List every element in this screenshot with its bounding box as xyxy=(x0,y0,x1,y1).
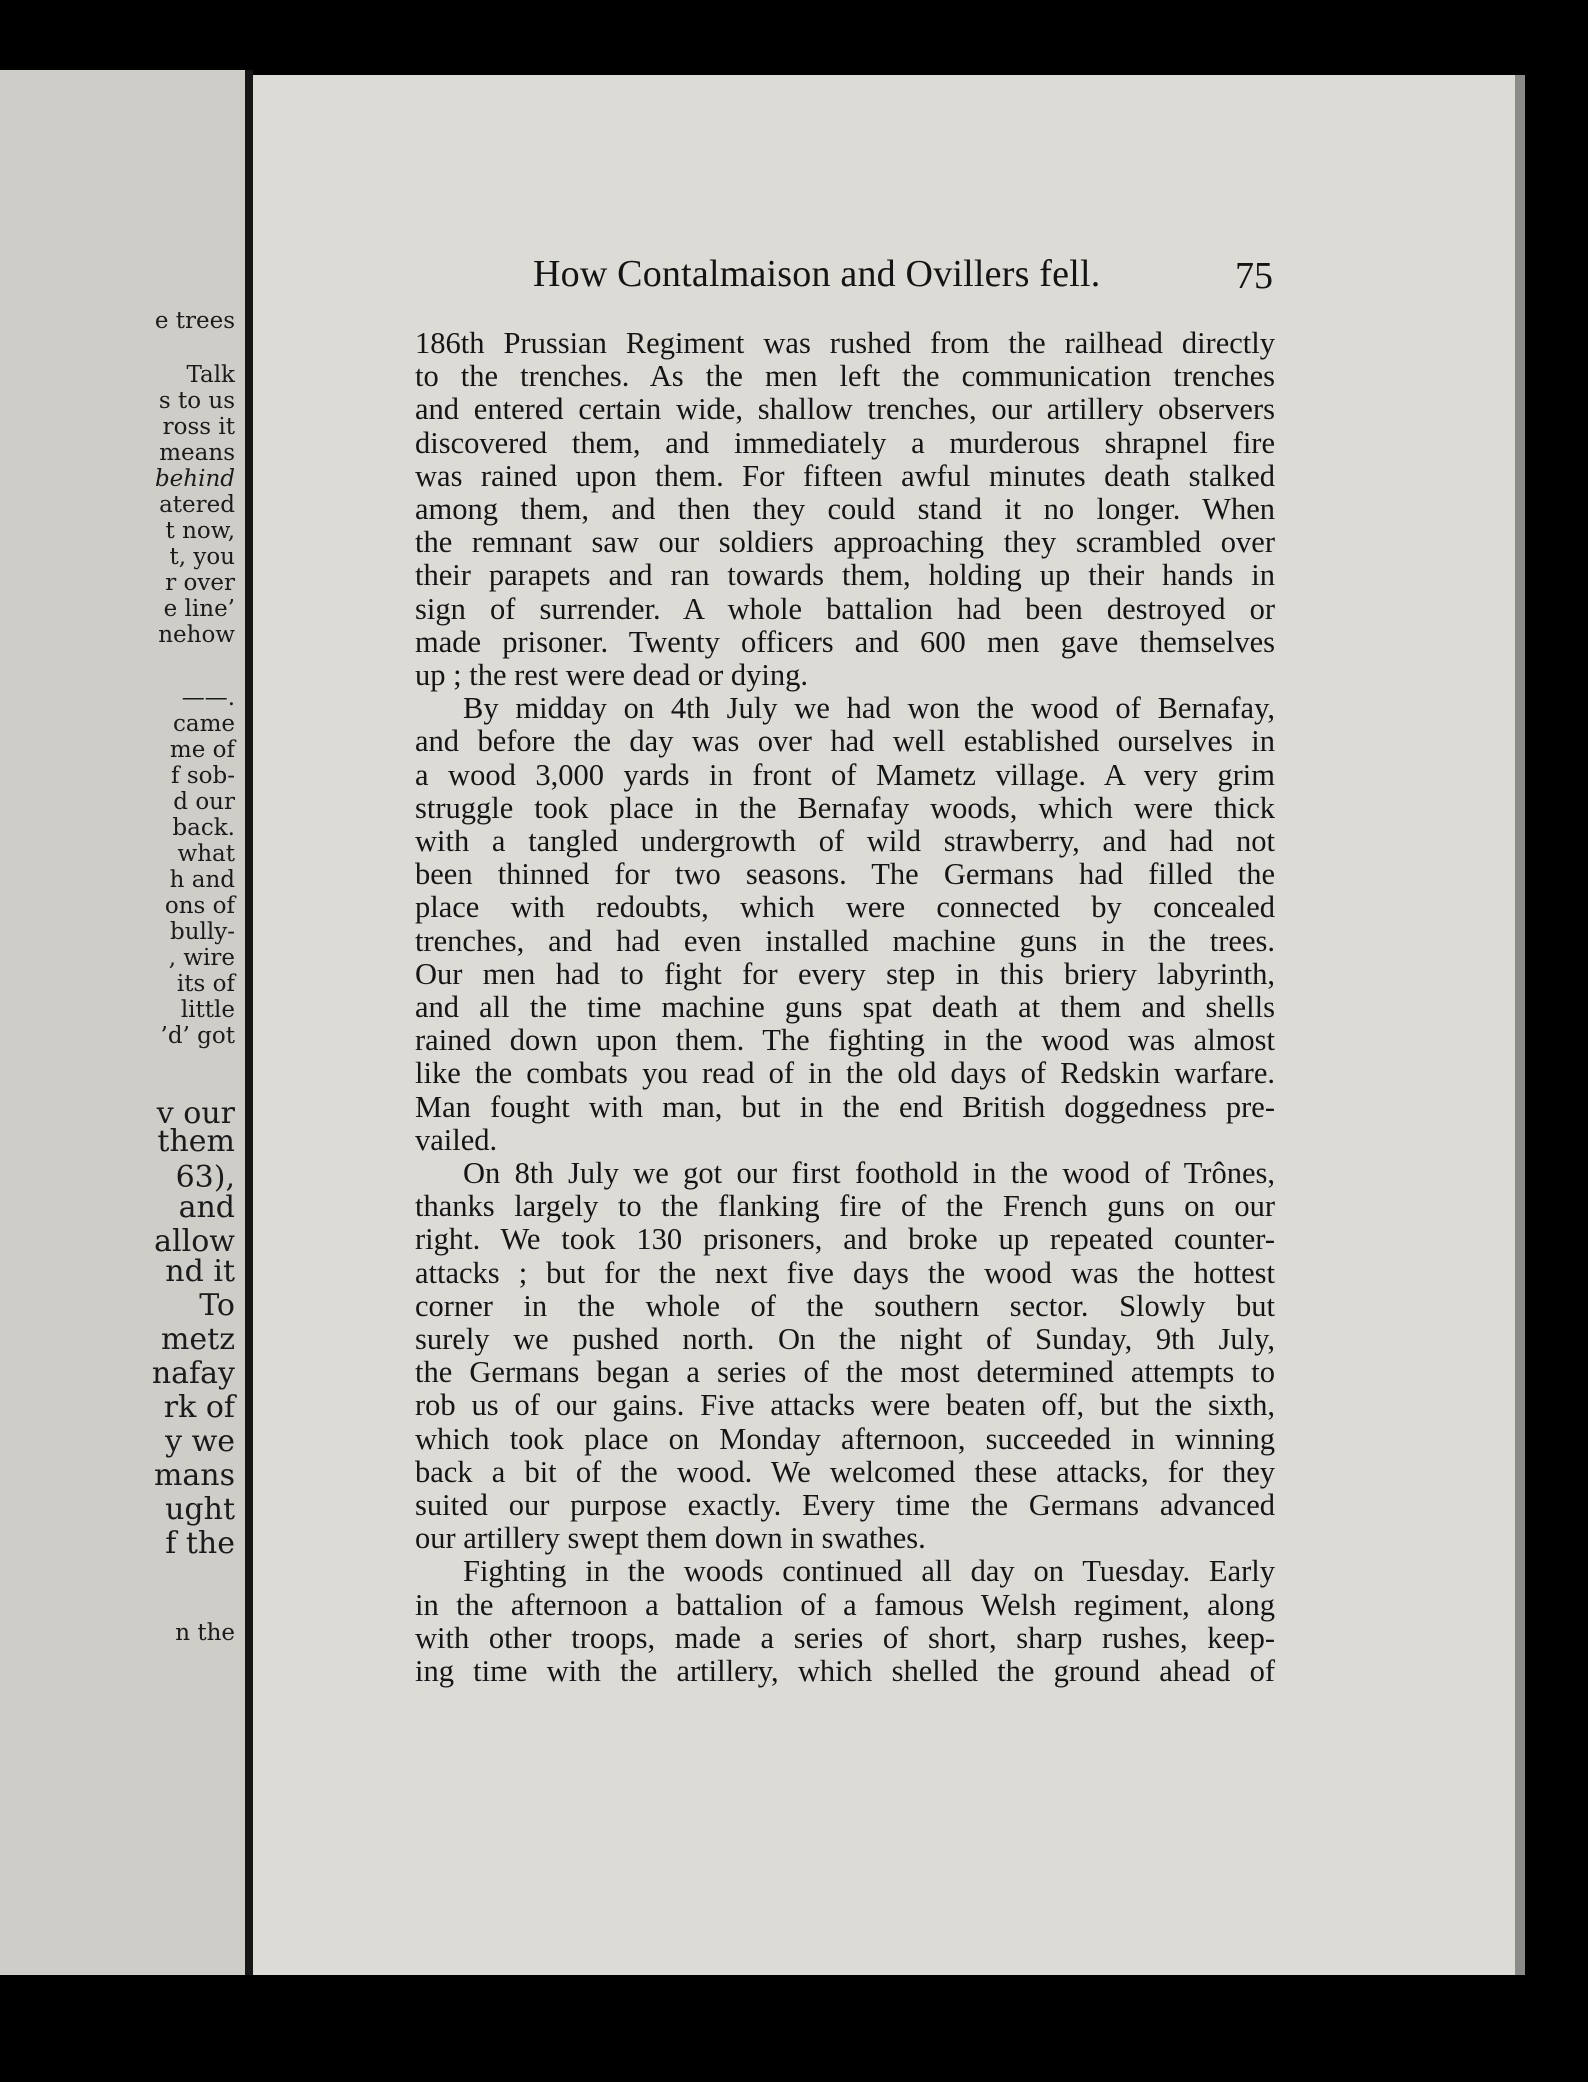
left-fragment-line: back. xyxy=(172,815,235,841)
body-line: with other troops, made a series of short, sharp rushes, keep- xyxy=(415,1620,1275,1655)
body-line: trenches, and had even installed machine guns in the trees. xyxy=(415,923,1275,958)
body-line: like the combats you read of in the old days of Redskin warfare. xyxy=(415,1056,1275,1091)
body-line: attacks ; but for the next five days the wood was the hottest xyxy=(415,1255,1275,1290)
left-fragment-line: y we xyxy=(165,1424,235,1459)
body-line: corner in the whole of the southern sector. Slowly but xyxy=(415,1288,1275,1323)
left-fragment-line: v our xyxy=(156,1096,235,1131)
left-fragment-line: e trees xyxy=(154,308,235,334)
body-line: suited our purpose exactly. Every time the Germans advanced xyxy=(415,1488,1275,1522)
left-fragment-line: atered xyxy=(159,492,235,518)
left-fragment-line: ——. xyxy=(181,685,235,711)
left-fragment-line: me of xyxy=(169,737,235,763)
body-line: By midday on 4th July we had won the wood of Bernafay, xyxy=(463,691,1275,726)
body-line: the Germans began a series of the most determined attempts to xyxy=(415,1355,1275,1390)
body-line: On 8th July we got our first foothold in the wood of Trônes, xyxy=(463,1156,1275,1190)
body-line: place with redoubts, which were connected by concealed xyxy=(415,890,1275,925)
left-fragment-line: and xyxy=(178,1190,235,1225)
body-line: struggle took place in the Bernafay woods, which were thick xyxy=(415,790,1275,825)
body-line: surely we pushed north. On the night of Sunday, 9th July, xyxy=(415,1322,1275,1356)
book-gutter xyxy=(245,70,253,1975)
body-line: ing time with the artillery, which shelled the ground ahead of xyxy=(415,1654,1275,1688)
left-fragment-line: ons of xyxy=(164,893,235,919)
left-page-fragment xyxy=(0,70,245,1975)
left-fragment-line: came xyxy=(172,711,235,737)
left-fragment-line: them xyxy=(157,1124,235,1159)
left-fragment-line: d our xyxy=(173,789,235,815)
body-line: sign of surrender. A whole battalion had been destroyed or xyxy=(415,591,1275,626)
left-fragment-line: ross it xyxy=(162,414,235,440)
left-fragment-line: , wire xyxy=(168,945,235,971)
body-line: to the trenches. As the men left the communication trenches xyxy=(415,359,1275,394)
body-line: and entered certain wide, shallow trenches, our artillery observers xyxy=(415,392,1275,427)
left-fragment-line: metz xyxy=(160,1322,235,1357)
body-line: vailed. xyxy=(415,1122,498,1157)
left-fragment-line: ’d’ got xyxy=(160,1023,235,1049)
left-fragment-line: nehow xyxy=(158,622,235,648)
left-fragment-line: behind xyxy=(154,466,235,492)
body-line: their parapets and ran towards them, holding up their hands in xyxy=(415,558,1275,593)
body-line: with a tangled undergrowth of wild strawberry, and had not xyxy=(415,824,1275,858)
body-line: and before the day was over had well established ourselves in xyxy=(415,724,1275,759)
left-fragment-line: nd it xyxy=(165,1254,235,1289)
left-fragment-line: what xyxy=(177,841,235,867)
body-line: which took place on Monday afternoon, succeeded in winning xyxy=(415,1421,1275,1456)
page-number: 75 xyxy=(1235,255,1273,297)
body-line: among them, and then they could stand it no longer. When xyxy=(415,492,1275,526)
left-fragment-line: ught xyxy=(165,1492,235,1527)
left-fragment-line: s to us xyxy=(158,388,235,414)
body-line: been thinned for two seasons. The Germans had filled the xyxy=(415,857,1275,892)
left-fragment-line: To xyxy=(199,1288,235,1323)
left-fragment-line: t, you xyxy=(169,544,235,570)
left-fragment-line: little xyxy=(180,997,235,1023)
left-fragment-line: f the xyxy=(165,1526,235,1561)
body-line: discovered them, and immediately a murderous shrapnel fire xyxy=(415,425,1275,460)
body-line: rained down upon them. The fighting in the wood was almost xyxy=(415,1023,1275,1058)
left-fragment-line: e line’ xyxy=(163,596,235,622)
body-line: Our men had to fight for every step in this briery labyrinth, xyxy=(415,956,1275,991)
left-fragment-line: nafay xyxy=(151,1356,235,1391)
body-line: Man fought with man, but in the end British doggedness pre- xyxy=(415,1089,1275,1124)
body-line: Fighting in the woods continued all day on Tuesday. Early xyxy=(463,1554,1275,1589)
left-fragment-line: f sob- xyxy=(171,763,235,789)
body-line: rob us of our gains. Five attacks were beaten off, but the sixth, xyxy=(415,1388,1275,1423)
page-edge xyxy=(1515,75,1525,1975)
body-line: back a bit of the wood. We welcomed these attacks, for they xyxy=(415,1454,1275,1489)
left-fragment-line: r over xyxy=(165,570,235,596)
body-line: thanks largely to the flanking fire of the French guns on our xyxy=(415,1189,1275,1224)
running-title: How Contalmaison and Ovillers fell. xyxy=(533,253,1101,295)
body-line: and all the time machine guns spat death at them and shells xyxy=(415,990,1275,1024)
body-line: was rained upon them. For fifteen awful minutes death stalked xyxy=(415,458,1275,493)
left-fragment-line: mans xyxy=(153,1458,235,1493)
left-fragment-line: allow xyxy=(154,1224,235,1259)
left-fragment-line: its of xyxy=(176,971,235,997)
body-line: up ; the rest were dead or dying. xyxy=(415,658,808,692)
left-fragment-line: 63), xyxy=(175,1160,235,1195)
body-line: right. We took 130 prisoners, and broke up repeated counter- xyxy=(415,1222,1275,1257)
right-page xyxy=(253,75,1515,1975)
left-fragment-line: bully- xyxy=(169,919,235,945)
body-line: our artillery swept them down in swathes. xyxy=(415,1521,926,1556)
body-line: a wood 3,000 yards in front of Mametz village. A very grim xyxy=(415,757,1275,792)
running-head xyxy=(533,250,1273,300)
left-fragment-line: means xyxy=(159,440,235,466)
body-line: made prisoner. Twenty officers and 600 men gave themselves xyxy=(415,624,1275,659)
body-line: in the afternoon a battalion of a famous Welsh regiment, along xyxy=(415,1587,1275,1622)
left-fragment-line: Talk xyxy=(186,362,235,388)
body-line: 186th Prussian Regiment was rushed from the railhead directly xyxy=(415,326,1275,360)
left-fragment-line: h and xyxy=(169,867,235,893)
left-fragment-line: t now, xyxy=(165,518,235,544)
left-fragment-line: n the xyxy=(175,1620,235,1646)
left-fragment-line: rk of xyxy=(163,1390,235,1425)
body-line: the remnant saw our soldiers approaching they scrambled over xyxy=(415,525,1275,560)
